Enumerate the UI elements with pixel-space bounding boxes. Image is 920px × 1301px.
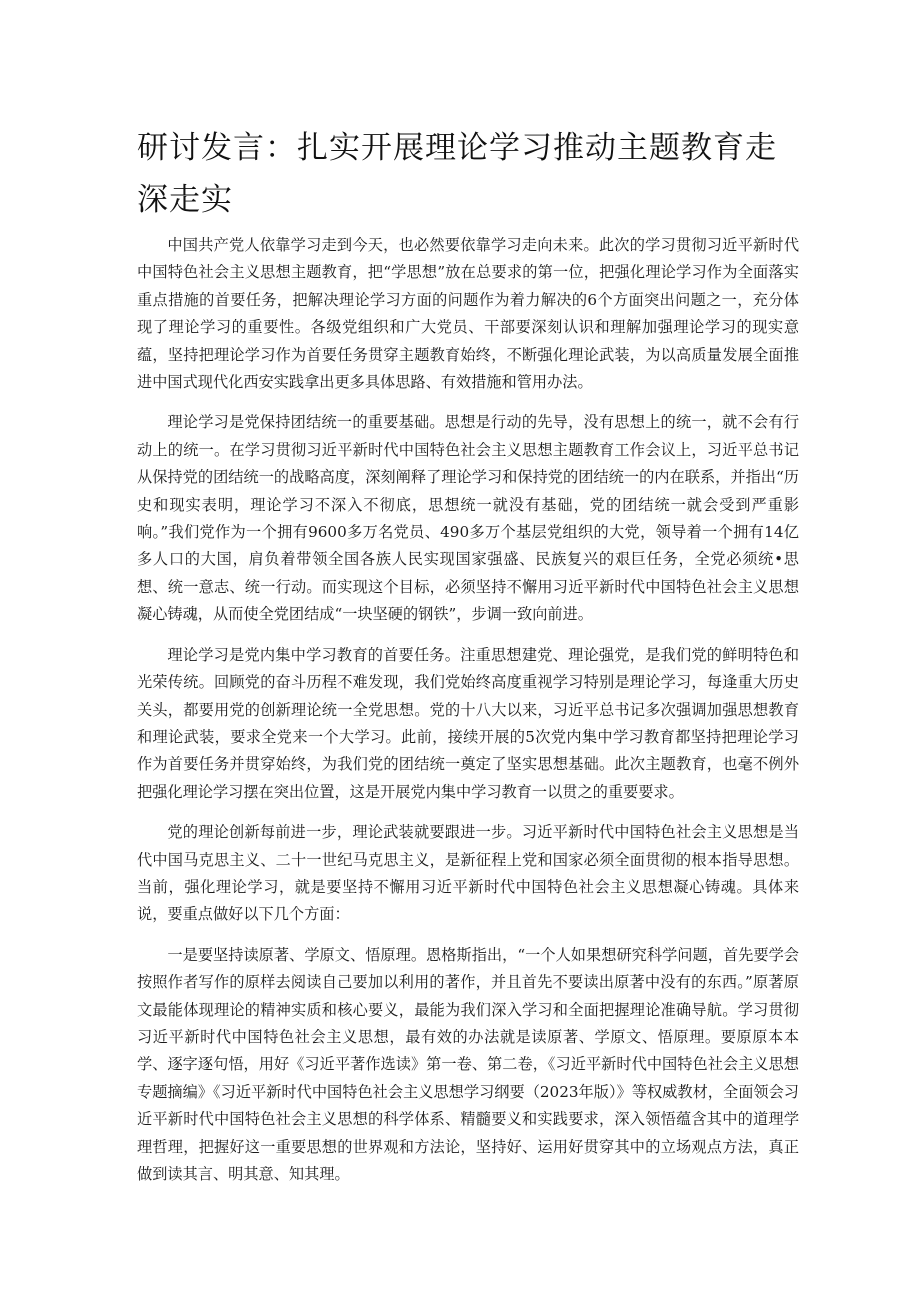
paragraph-primary-task: 理论学习是党内集中学习教育的首要任务。注重思想建党、理论强党，是我们党的鲜明特色和光荣传统。回顾党的奋斗历程不难发现，我们党始终高度重视学习特别是理论学习，每逢重大历史关头，都要用党的创新理论统一全党思想。党的十八大以来，习近平总书记多次强调加强思想教育和理论武装，要求全党来一个大学习。此前，接续开展的5次党内集中学习教育都坚持把理论学习作为首要任务并贯穿始终，为我们党的团结统一奠定了坚实思想基础。此次主题教育，也毫不例外把强化理论学习摆在突出位置，这是开展党内集中学习教育一以贯之的重要要求。	[137, 645, 799, 801]
paragraph-read-originals: 一是要坚持读原著、学原文、悟原理。恩格斯指出，“一个人如果想研究科学问题，首先要学会按照作者写作的原样去阅读自己要加以利用的著作，并且首先不要读出原著中没有的东西。”原著原文最能体现理论的精神实质和核心要义，最能为我们深入学习和全面把握理论准确导航。学习贯彻习近平新时代中国特色社会主义思想，最有效的办法就是读原著、学原文、悟原理。要原原本本学、逐字逐句悟，用好《习近平著作选读》第一卷、第二卷，《习近平新时代中国特色社会主义思想专题摘编》《习近平新时代中国特色社会主义思想学习纲要（2023年版）》等权威教材，全面领会习近平新时代中国特色社会主义思想的科学体系、精髓要义和实践要求，深入领悟蕴含其中的道理学理哲理，把握好这一重要思想的世界观和方法论，坚持好、运用好贯穿其中的立场观点方法，真正做到读其言、明其意、知其理。	[137, 945, 799, 1183]
paragraph-unity-foundation: 理论学习是党保持团结统一的重要基础。思想是行动的先导，没有思想上的统一，就不会有行动上的统一。在学习贯彻习近平新时代中国特色社会主义思想主题教育工作会议上，习近平总书记从保持党的团结统一的战略高度，深刻阐释了理论学习和保持党的团结统一的内在联系，并指出“历史和现实表明，理论学习不深入不彻底，思想统一就没有基础，党的团结统一就会受到严重影响。”我们党作为一个拥有9600多万名党员、490多万个基层党组织的大党，领导着一个拥有14亿多人口的大国，肩负着带领全国各族人民实现国家强盛、民族复兴的艰巨任务，全党必须统•思想、统一意志、统一行动。而实现这个目标，必须坚持不懈用习近平新时代中国特色社会主义思想凝心铸魂，从而使全党团结成“一块坚硬的钢铁”，步调一致向前进。	[137, 413, 799, 624]
document-title: 研讨发言：扎实开展理论学习推动主题教育走深走实	[137, 130, 777, 218]
paragraph-theory-innovation: 党的理论创新每前进一步，理论武装就要跟进一步。习近平新时代中国特色社会主义思想是当代中国马克思主义、二十一世纪马克思主义，是新征程上党和国家必须全面贯彻的根本指导思想。当前，强化理论学习，就是要坚持不懈用习近平新时代中国特色社会主义思想凝心铸魂。具体来说，要重点做好以下几个方面：	[137, 823, 799, 924]
paragraph-intro: 中国共产党人依靠学习走到今天，也必然要依靠学习走向未来。此次的学习贯彻习近平新时代中国特色社会主义思想主题教育，把“学思想”放在总要求的第一位，把强化理论学习作为全面落实重点措施的首要任务，把解决理论学习方面的问题作为着力解决的6个方面突出问题之一，充分体现了理论学习的重要性。各级党组织和广大党员、干部要深刻认识和理解加强理论学习的现实意蕴，坚持把理论学习作为首要任务贯穿主题教育始终，不断强化理论武装，为以高质量发展全面推进中国式现代化西安实践拿出更多具体思路、有效措施和管用办法。	[137, 236, 799, 392]
document-body	[137, 232, 799, 1201]
